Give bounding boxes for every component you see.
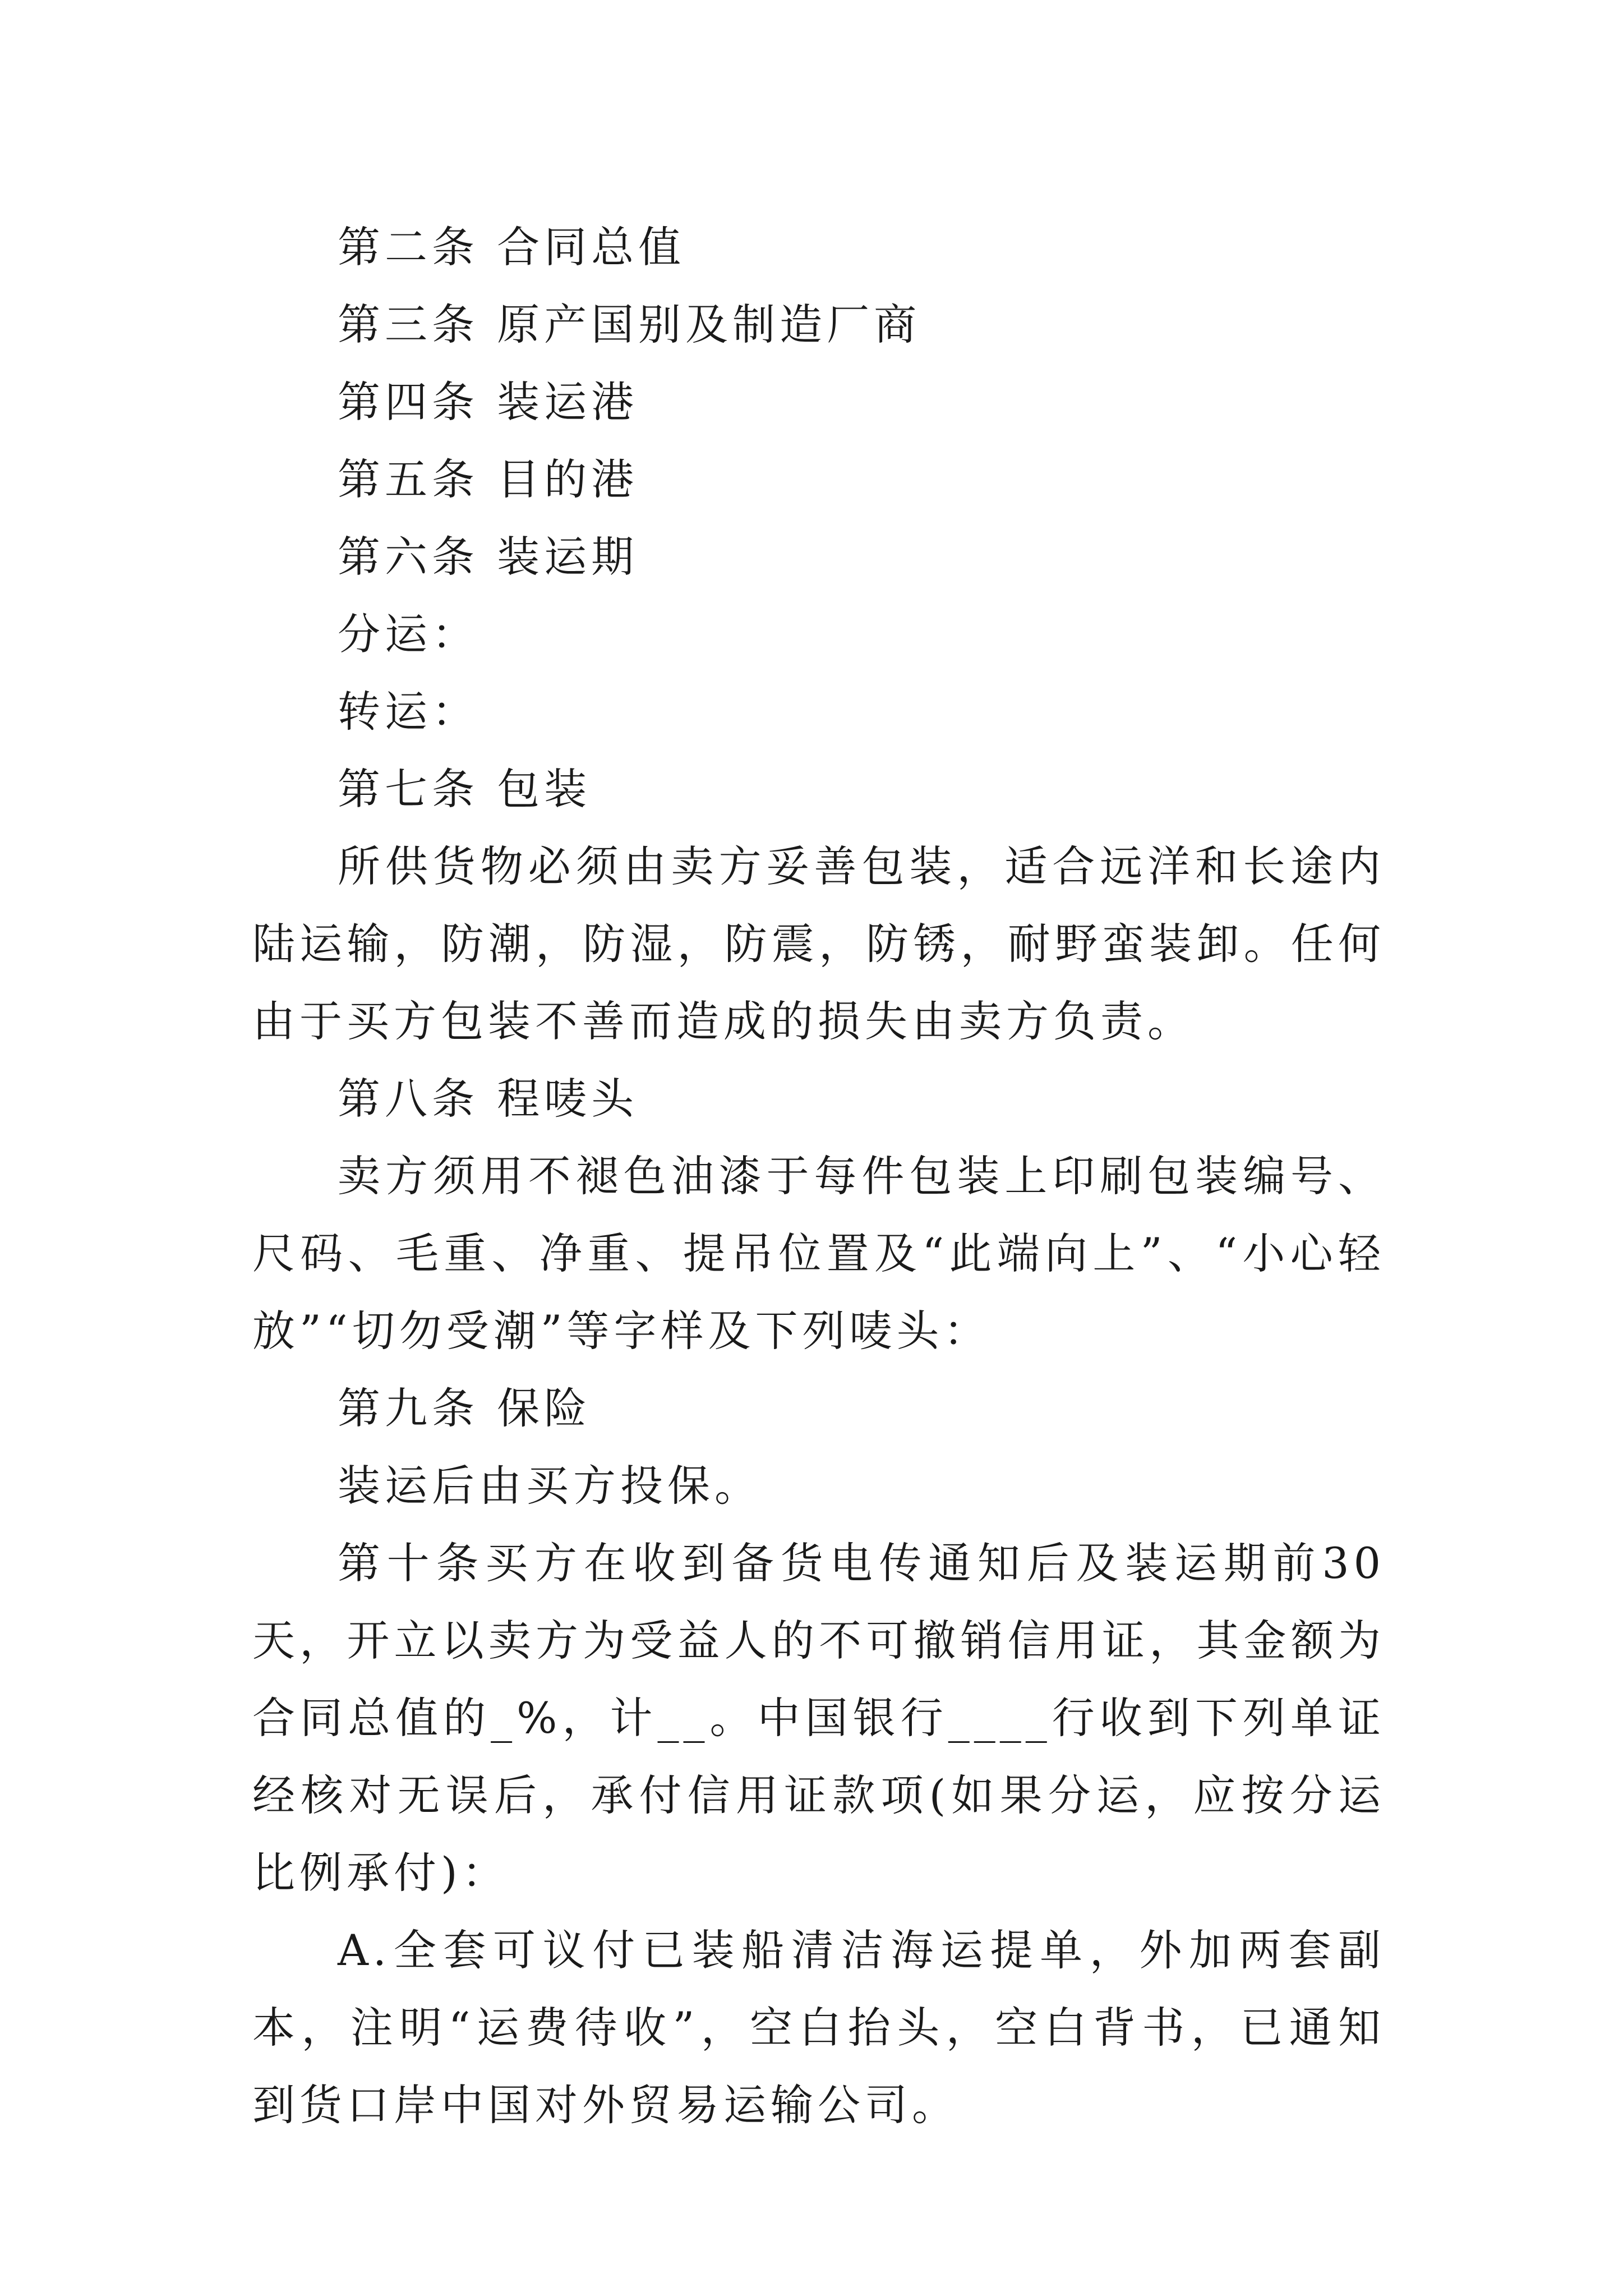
transshipment-line: 转运： — [338, 687, 479, 737]
bill-of-lading-paragraph: A.全套可议付已装船清洁海运提单，外加两套副本，注明“运费待收”，空白抬头，空白背书，已通知到货口岸中国对外贸易运输公司。 — [252, 1925, 1385, 2130]
article-6-heading: 第六条 装运期 — [338, 532, 639, 582]
article-2-heading: 第二条 合同总值 — [338, 222, 686, 272]
marking-paragraph: 卖方须用不褪色油漆于每件包装上印刷包装编号、尺码、毛重、净重、提吊位置及“此端向上”、“小心轻放”“切勿受潮”等字样及下列唛头： — [252, 1151, 1385, 1356]
packing-paragraph: 所供货物必须由卖方妥善包装，适合远洋和长途内陆运输，防潮，防湿，防震，防锈，耐野蛮装卸。任何由于买方包装不善而造成的损失由卖方负责。 — [252, 841, 1385, 1046]
article-7-heading: 第七条 包装 — [338, 764, 592, 814]
document-body — [252, 209, 1385, 2144]
article-5-heading: 第五条 目的港 — [338, 454, 639, 504]
article-10-paragraph: 第十条买方在收到备货电传通知后及装运期前30天，开立以卖方为受益人的不可撤销信用证，其金额为合同总值的_%，计__。中国银行____行收到下列单证经核对无误后，承付信用证款项(如果分运，应按分运比例承付)： — [252, 1538, 1385, 1898]
article-9-heading: 第九条 保险 — [338, 1383, 592, 1433]
partial-shipment-line: 分运： — [338, 609, 479, 659]
article-4-heading: 第四条 装运港 — [338, 377, 639, 427]
insurance-paragraph: 装运后由买方投保。 — [338, 1461, 762, 1511]
article-3-heading: 第三条 原产国别及制造厂商 — [338, 300, 921, 349]
article-8-heading: 第八条 程唛头 — [338, 1074, 639, 1124]
